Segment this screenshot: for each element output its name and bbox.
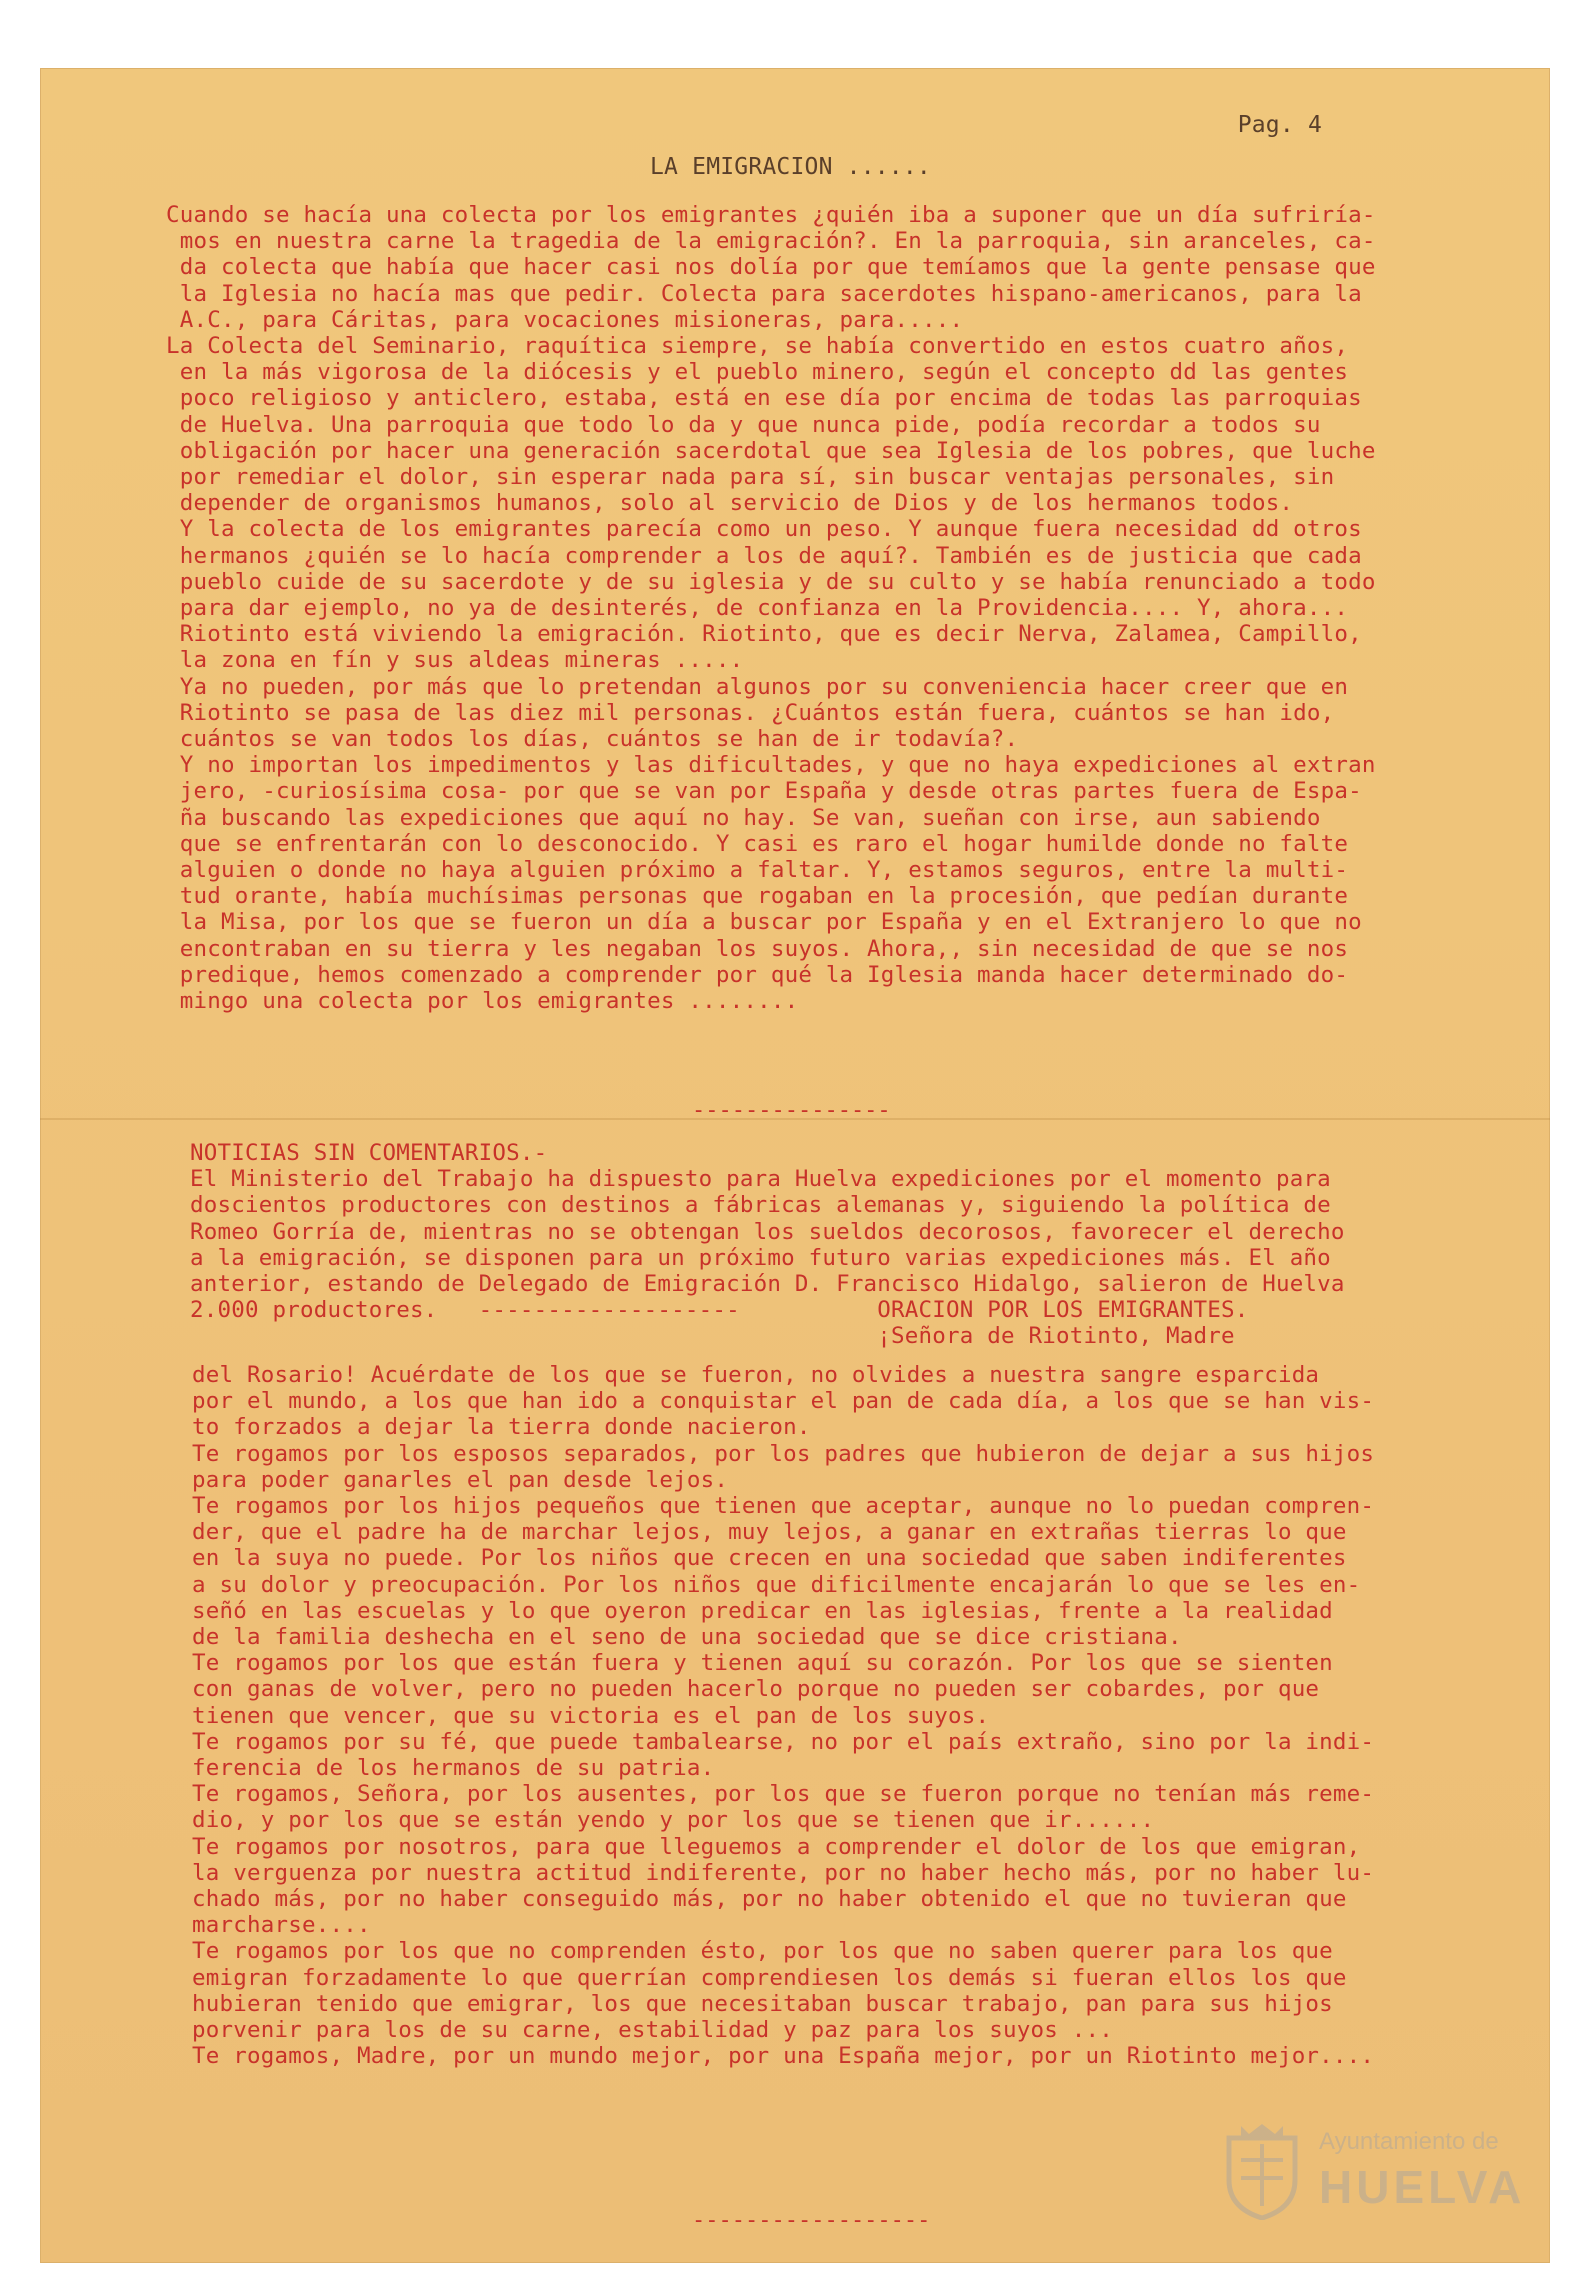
text-line: por remediar el dolor, sin esperar nada para sí, sin buscar ventajas personales, sin (166, 464, 1335, 491)
text-line: A.C., para Cáritas, para vocaciones misioneras, para..... (166, 306, 964, 333)
divider-rule-bottom: ------------------ (692, 2208, 931, 2233)
text-line: Te rogamos, Madre, por un mundo mejor, por una España mejor, por un Riotinto mejor.... (192, 2043, 1375, 2070)
text-line: pueblo cuide de su sacerdote y de su iglesia y de su culto y se había renunciado a todo (166, 568, 1376, 595)
document-sheet (40, 68, 1550, 2263)
text-line: predique, hemos comenzado a comprender por qué la Iglesia manda hacer determinado do- (166, 961, 1349, 988)
text-line: señó en las escuelas y lo que oyeron predicar en las iglesias, frente a la realidad (192, 1597, 1333, 1624)
text-line: NOTICIAS SIN COMENTARIOS.- (190, 1140, 548, 1166)
text-line: doscientos productores con destinos a fábricas alemanas y, siguiendo la política de (190, 1192, 1331, 1219)
text-line: Riotinto está viviendo la emigración. Riotinto, que es decir Nerva, Zalamea, Campillo, (166, 621, 1362, 648)
text-line: la verguenza por nuestra actitud indiferente, por no haber hecho más, por no haber lu- (192, 1859, 1375, 1886)
text-line: Cuando se hacía una colecta por los emigrantes ¿quién iba a suponer que un día sufriría- (166, 202, 1376, 228)
text-line: de la familia deshecha en el seno de una sociedad que se dice cristiana. (192, 1624, 1182, 1651)
text-line: dio, y por los que se están yendo y por los que se tienen que ir...... (192, 1807, 1155, 1834)
text-line: marcharse.... (192, 1912, 371, 1939)
text-line: la Misa, por los que se fueron un día a buscar por España y en el Extranjero lo que no (166, 909, 1362, 936)
text-line: to forzados a dejar la tierra donde nacieron. (192, 1414, 811, 1441)
text-line: Te rogamos por nosotros, para que lleguemos a comprender el dolor de los que emigran, (192, 1833, 1361, 1860)
text-line: Te rogamos por los hijos pequeños que tienen que aceptar, aunque no lo puedan compren- (192, 1493, 1375, 1520)
text-line: obligación por hacer una generación sacerdotal que sea Iglesia de los pobres, que luche (166, 437, 1376, 464)
text-line: der, que el padre ha de marchar lejos, muy lejos, a ganar en extrañas tierras lo que (192, 1519, 1347, 1546)
text-line: la Iglesia no hacía mas que pedir. Colecta para sacerdotes hispano-americanos, para la (166, 280, 1362, 307)
text-line: ña buscando las expediciones que aquí no hay. Se van, sueñan con irse, aun sabiendo (166, 804, 1321, 831)
text-line: mingo una colecta por los emigrantes ........ (166, 988, 799, 1015)
watermark-line-1: Ayuntamiento de (1319, 2128, 1499, 2155)
text-line: Y la colecta de los emigrantes parecía como un peso. Y aunque fuera necesidad dd otros (166, 516, 1362, 543)
text-line: para dar ejemplo, no ya de desinterés, de confianza en la Providencia.... Y, ahora... (166, 595, 1349, 622)
news-text-block (190, 1140, 1345, 1350)
text-line: El Ministerio del Trabajo ha dispuesto para Huelva expediciones por el momento para (190, 1166, 1331, 1193)
text-line: porvenir para los de su carne, estabilidad y paz para los suyos ... (192, 2017, 1113, 2044)
text-line: jero, -curiosísima cosa- por que se van por España y desde otras partes fuera de Espa- (166, 778, 1362, 805)
watermark-line-2: HUELVA (1319, 2161, 1526, 2213)
text-line: Te rogamos por los que están fuera y tienen aquí su corazón. Por los que se sienten (192, 1650, 1333, 1677)
coat-of-arms-icon (1219, 2120, 1305, 2220)
page-title: LA EMIGRACION ...... (650, 154, 931, 180)
text-line: depender de organismos humanos, solo al servicio de Dios y de los hermanos todos. (166, 490, 1294, 517)
text-line: a la emigración, se disponen para un próximo futuro varias expediciones más. El año (190, 1244, 1331, 1271)
text-line: Te rogamos por su fé, que puede tambalearse, no por el país extraño, sino por la indi- (192, 1728, 1375, 1755)
text-line: hermanos ¿quién se lo hacía comprender a los de aquí?. También es de justicia que cada (166, 542, 1362, 569)
text-line: mos en nuestra carne la tragedia de la emigración?. En la parroquia, sin aranceles, ca- (166, 228, 1376, 255)
text-line: encontraban en su tierra y les negaban los suyos. Ahora,, sin necesidad de que se nos (166, 935, 1349, 962)
text-line: da colecta que había que hacer casi nos dolía por que temíamos que la gente pensase que (166, 254, 1376, 281)
prayer-text-block (192, 1362, 1374, 2069)
text-line: alguien o donde no haya alguien próximo a faltar. Y, estamos seguros, entre la multi- (166, 857, 1349, 884)
text-line: con ganas de volver, pero no pueden hacerlo porque no pueden ser cobardes, por que (192, 1676, 1320, 1703)
text-line: Riotinto se pasa de las diez mil personas. ¿Cuántos están fuera, cuántos se han ido, (166, 699, 1335, 726)
text-line: que se enfrentarán con lo desconocido. Y casi es raro el hogar humilde donde no falte (166, 830, 1349, 857)
text-line: ¡Señora de Riotinto, Madre (190, 1323, 1235, 1350)
text-line: de Huelva. Una parroquia que todo lo da y que nunca pide, podía recordar a todos su (166, 411, 1321, 438)
municipal-watermark (1199, 2114, 1529, 2224)
text-line: del Rosario! Acuérdate de los que se fueron, no olvides a nuestra sangre esparcida (192, 1362, 1320, 1388)
text-line: Ya no pueden, por más que lo pretendan algunos por su conveniencia hacer creer que en (166, 673, 1349, 700)
text-line: a su dolor y preocupación. Por los niños que dificilmente encajarán lo que se les en- (192, 1571, 1361, 1598)
text-line: tienen que vencer, que su victoria es el pan de los suyos. (192, 1702, 990, 1729)
text-line: emigran forzadamente lo que querrían comprendiesen los demás si fueran ellos los que (192, 1964, 1347, 1991)
text-line: ferencia de los hermanos de su patria. (192, 1755, 715, 1782)
text-line: Te rogamos por los que no comprenden ésto, por los que no saben querer para los que (192, 1938, 1333, 1965)
text-line: anterior, estando de Delegado de Emigración D. Francisco Hidalgo, salieron de Huelva (190, 1271, 1345, 1298)
text-line: hubieran tenido que emigrar, los que necesitaban buscar trabajo, pan para sus hijos (192, 1990, 1333, 2017)
text-line: 2.000 productores. ------------------- ORACION POR LOS EMIGRANTES. (190, 1297, 1249, 1324)
text-line: en la suya no puede. Por los niños que crecen en una sociedad que saben indiferentes (192, 1545, 1347, 1572)
text-line: poco religioso y anticlero, estaba, está en ese día por encima de todas las parroquias (166, 385, 1362, 412)
text-line: Romeo Gorría de, mientras no se obtengan los sueldos decorosos, favorecer el derecho (190, 1218, 1345, 1245)
divider-rule: --------------- (692, 1098, 891, 1123)
text-line: la zona en fín y sus aldeas mineras ..... (166, 647, 744, 674)
text-line: tud orante, había muchísimas personas que rogaban en la procesión, que pedían durante (166, 883, 1349, 910)
text-line: cuántos se van todos los días, cuántos se han de ir todavía?. (166, 726, 1019, 753)
text-line: por el mundo, a los que han ido a conquistar el pan de cada día, a los que se han vis- (192, 1388, 1375, 1415)
text-line: chado más, por no haber conseguido más, por no haber obtenido el que no tuvieran que (192, 1886, 1347, 1913)
text-line: Te rogamos, Señora, por los ausentes, por los que se fueron porque no tenían más reme- (192, 1781, 1375, 1808)
text-line: Te rogamos por los esposos separados, por los padres que hubieron de dejar a sus hijos (192, 1440, 1375, 1467)
text-line: en la más vigorosa de la diócesis y el pueblo minero, según el concepto dd las gentes (166, 359, 1349, 386)
emigration-text-block (166, 202, 1376, 1014)
page-number: Pag. 4 (1237, 112, 1322, 138)
text-line: Y no importan los impedimentos y las dificultades, y que no haya expediciones al extran (166, 752, 1376, 779)
text-line: La Colecta del Seminario, raquítica siempre, se había convertido en estos cuatro años, (166, 333, 1349, 360)
text-line: para poder ganarles el pan desde lejos. (192, 1466, 729, 1493)
